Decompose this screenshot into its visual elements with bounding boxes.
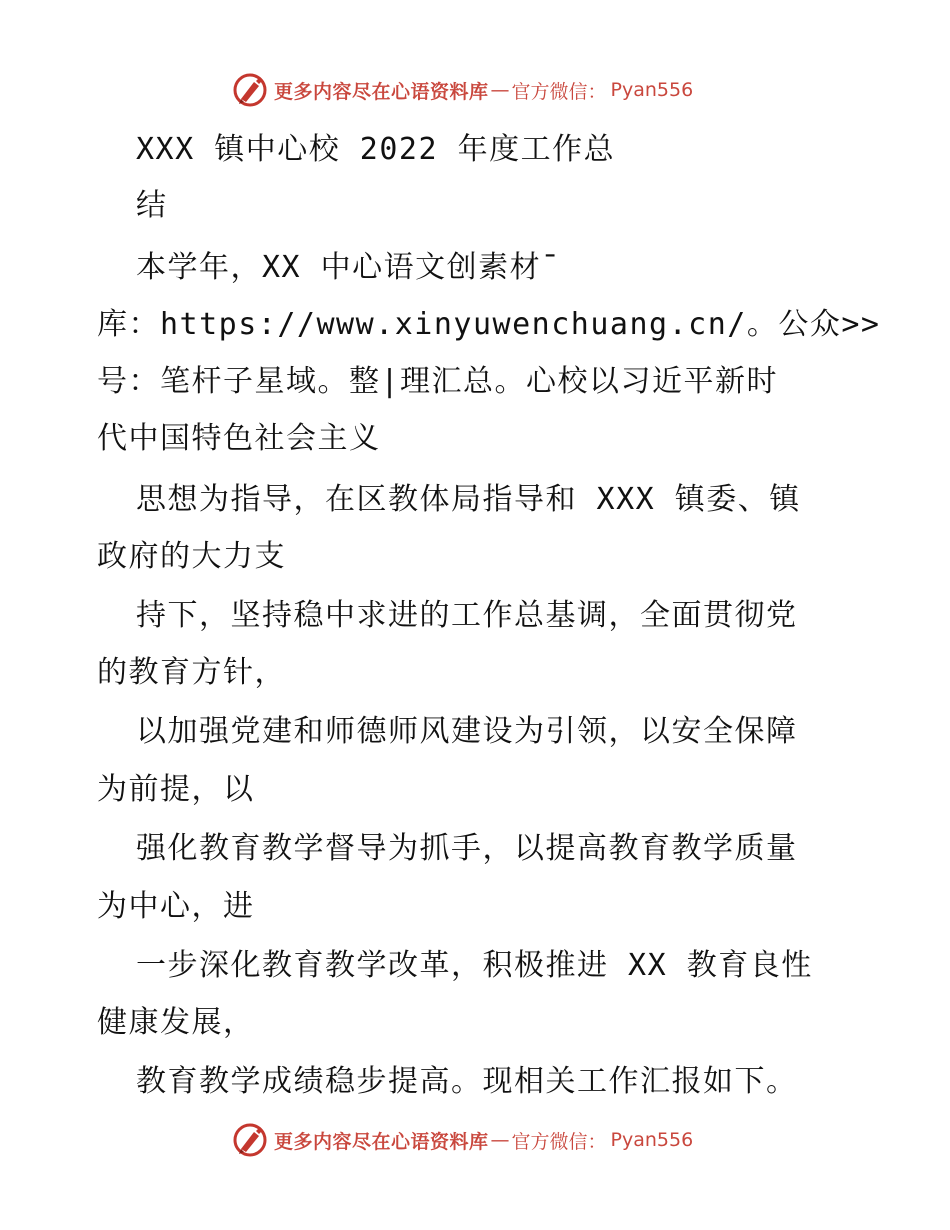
paragraph-line: 教育教学成绩稳步提高。现相关工作汇报如下。 xyxy=(136,1064,798,1099)
paragraph-line: 思想为指导，在区教体局指导和 XXX 镇委、镇 xyxy=(136,482,801,517)
pen-logo-icon xyxy=(232,72,268,108)
paragraph-line: 强化教育教学督导为抓手，以提高教育教学质量 xyxy=(136,831,798,866)
pen-logo-icon xyxy=(232,1122,268,1158)
document-title-line-2: 结 xyxy=(136,188,168,223)
watermark-dash: — xyxy=(490,1129,510,1151)
paragraph-line: 为前提，以 xyxy=(97,772,255,807)
paragraph-line: 持下，坚持稳中求进的工作总基调，全面贯彻党 xyxy=(136,598,798,633)
watermark-footer xyxy=(232,1120,752,1160)
paragraph-line: 的教育方针， xyxy=(97,655,286,690)
watermark-wechat-id: Pyan556 xyxy=(610,1129,694,1151)
watermark-subtitle: 官方微信： xyxy=(511,80,607,103)
paragraph-line: 健康发展， xyxy=(97,1005,255,1040)
watermark-header xyxy=(232,70,752,110)
watermark-subtitle: 官方微信： xyxy=(511,1130,607,1153)
paragraph-line: 本学年，XX 中心语文创素材¯ xyxy=(136,250,561,285)
paragraph-line: 代中国特色社会主义 xyxy=(97,421,381,456)
paragraph-line: 以加强党建和师德师风建设为引领，以安全保障 xyxy=(136,714,798,749)
watermark-dash: — xyxy=(490,79,510,101)
document-title-line-1: XXX 镇中心校 2022 年度工作总 xyxy=(136,132,616,167)
paragraph-line: 库：https://www.xinyuwenchuang.cn/。公众>> xyxy=(97,307,881,342)
watermark-wechat-id: Pyan556 xyxy=(610,79,694,101)
paragraph-line: 为中心，进 xyxy=(97,889,255,924)
paragraph-line: 政府的大力支 xyxy=(97,539,286,574)
paragraph-line: 一步深化教育教学改革，积极推进 XX 教育良性 xyxy=(136,948,813,983)
watermark-title: 更多内容尽在心语资料库 xyxy=(274,1130,489,1153)
paragraph-line: 号：笔杆子星域。整|理汇总。心校以习近平新时 xyxy=(97,364,779,399)
watermark-title: 更多内容尽在心语资料库 xyxy=(274,80,489,103)
